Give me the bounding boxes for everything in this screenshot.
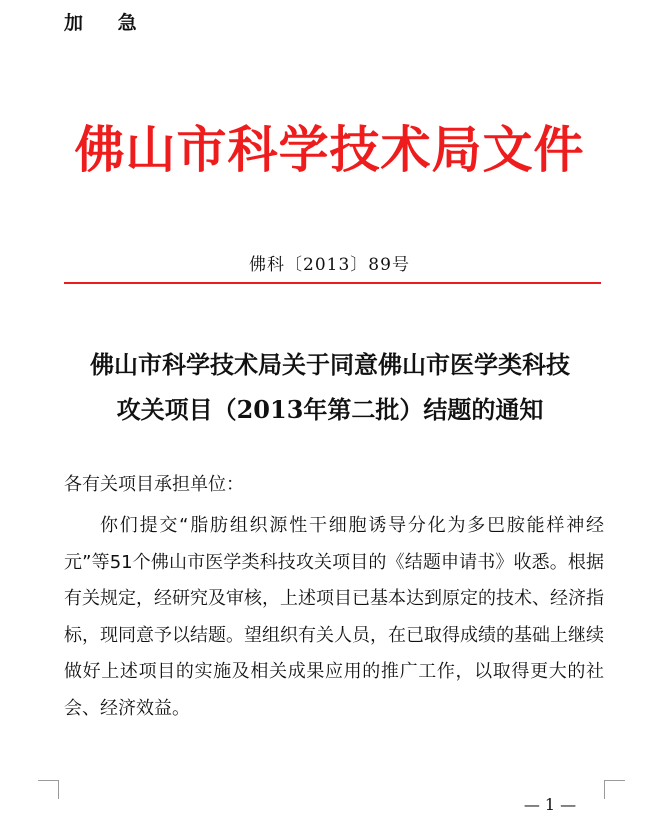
addressee: 各有关项目承担单位： (64, 474, 244, 495)
page-corner-mark-right (604, 780, 625, 799)
header-divider (64, 282, 601, 284)
body-paragraph: 你们提交“脂肪组织源性干细胞诱导分化为多巴胺能样神经元”等51个佛山市医学类科技攻关项目的《结题申请书》收悉。根据有关规定，经研究及审核，上述项目已基本达到原定的技术、经济指标，现同意予以结题。望组织有关人员，在已取得成绩的基础上继续做好上述项目的实施及相关成果应用的推广工作，以取得更大的社会、经济效益。 (64, 515, 604, 719)
notice-title (50, 342, 610, 432)
page-number: — 1 — (523, 795, 577, 814)
issuer-title: 佛山市科学技术局文件 (74, 120, 585, 179)
urgency-label: 加 急 (64, 12, 151, 34)
page-corner-mark-left (38, 780, 59, 799)
notice-title-line-1: 佛山市科学技术局关于同意佛山市医学类科技 (90, 350, 570, 379)
notice-title-line-2: 攻关项目（2013年第二批）结题的通知 (116, 395, 544, 424)
document-number: 佛科〔2013〕89号 (249, 255, 410, 275)
